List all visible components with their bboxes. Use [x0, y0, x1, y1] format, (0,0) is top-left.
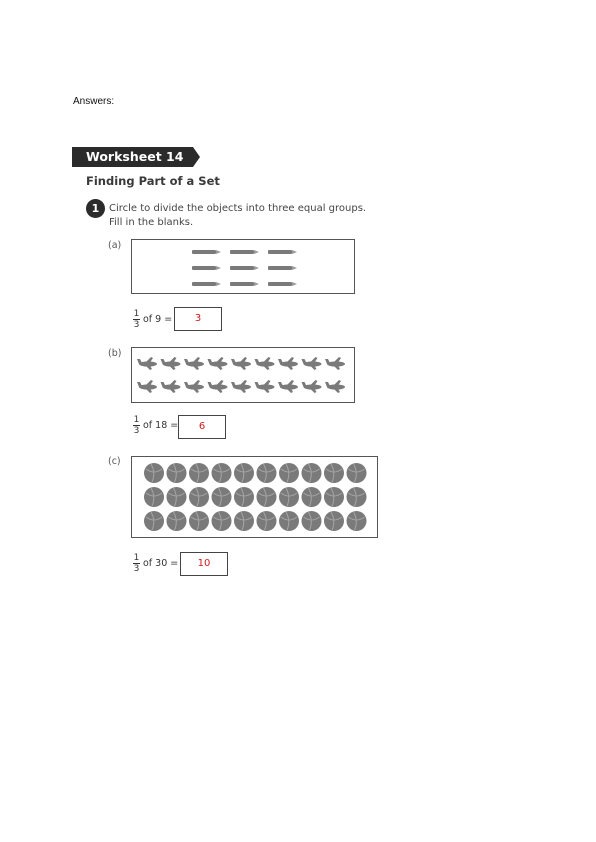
airplane-icon: [137, 380, 157, 393]
ball-icon: [189, 487, 209, 507]
airplane-icon: [302, 357, 322, 370]
airplane-icon: [255, 357, 275, 370]
ball-icon: [302, 487, 322, 507]
worksheet-title: Worksheet 14: [86, 149, 184, 164]
ball-icon: [347, 463, 367, 483]
part-c-equation-text: of 30 =: [143, 558, 179, 569]
part-a-objects-frame: [131, 239, 355, 294]
pencil-icon: [230, 250, 259, 254]
ball-icon: [279, 487, 299, 507]
airplane-group: [132, 348, 354, 402]
ball-icon: [212, 487, 232, 507]
part-b-equation: [133, 415, 178, 436]
ball-icon: [257, 511, 277, 531]
airplane-icon: [137, 357, 157, 370]
pencil-icon: [192, 266, 221, 270]
ball-icon: [234, 487, 254, 507]
pencil-icon: [230, 282, 259, 286]
ball-icon: [167, 487, 187, 507]
pencil-icon: [268, 282, 297, 286]
ball-icon: [347, 487, 367, 507]
pencil-icon: [268, 266, 297, 270]
fraction-numerator: 1: [133, 415, 140, 425]
airplane-icon: [255, 380, 275, 393]
airplane-icon: [161, 380, 181, 393]
part-a-label: (a): [108, 240, 122, 251]
ball-icon: [189, 511, 209, 531]
ball-icon: [144, 511, 164, 531]
airplane-icon: [208, 357, 228, 370]
ball-icon: [257, 487, 277, 507]
ball-icon: [212, 511, 232, 531]
pencil-icon: [192, 282, 221, 286]
ball-icon: [279, 511, 299, 531]
ball-icon: [144, 463, 164, 483]
pencil-group: [132, 240, 354, 293]
part-a-equation: [133, 309, 172, 330]
ball-icon: [212, 463, 232, 483]
ball-icon: [189, 463, 209, 483]
airplane-icon: [208, 380, 228, 393]
ball-icon: [234, 511, 254, 531]
airplane-icon: [231, 357, 251, 370]
ball-icon: [234, 463, 254, 483]
ball-icon: [257, 463, 277, 483]
airplane-icon: [325, 357, 345, 370]
airplane-icon: [184, 357, 204, 370]
ball-icon: [279, 463, 299, 483]
part-b-label: (b): [108, 348, 122, 359]
instruction-line-1: Circle to divide the objects into three equal groups.: [109, 203, 367, 214]
ball-icon: [167, 463, 187, 483]
ball-icon: [324, 487, 344, 507]
ball-icon: [347, 511, 367, 531]
worksheet-subtitle: Finding Part of a Set: [86, 174, 220, 188]
pencil-icon: [268, 250, 297, 254]
part-c-label: (c): [108, 456, 121, 467]
airplane-icon: [184, 380, 204, 393]
fraction-one-third: [133, 415, 140, 436]
part-c-equation: [133, 553, 178, 574]
fraction-numerator: 1: [133, 309, 140, 319]
part-a-answer-box[interactable]: 3: [174, 307, 222, 331]
fraction-one-third: [133, 553, 140, 574]
airplane-icon: [302, 380, 322, 393]
pencil-icon: [230, 266, 259, 270]
ball-icon: [324, 463, 344, 483]
fraction-one-third: [133, 309, 140, 330]
part-b-objects-frame: [131, 347, 355, 403]
ball-icon: [324, 511, 344, 531]
ball-icon: [144, 487, 164, 507]
airplane-icon: [161, 357, 181, 370]
airplane-icon: [278, 380, 298, 393]
part-c-answer-box[interactable]: 10: [180, 552, 228, 576]
question-number-badge: 1: [86, 199, 105, 218]
answers-label: Answers:: [73, 96, 115, 107]
ball-icon: [302, 463, 322, 483]
fraction-numerator: 1: [133, 553, 140, 563]
part-b-answer-box[interactable]: 6: [178, 415, 226, 439]
part-a-equation-text: of 9 =: [143, 314, 173, 325]
fraction-denominator: 3: [133, 564, 140, 574]
ball-icon: [302, 511, 322, 531]
ball-icon: [167, 511, 187, 531]
part-c-objects-frame: [131, 456, 378, 538]
fraction-denominator: 3: [133, 426, 140, 436]
airplane-icon: [231, 380, 251, 393]
pencil-icon: [192, 250, 221, 254]
part-b-equation-text: of 18 =: [143, 420, 179, 431]
ball-group: [132, 457, 377, 537]
airplane-icon: [325, 380, 345, 393]
fraction-denominator: 3: [133, 320, 140, 330]
airplane-icon: [278, 357, 298, 370]
instruction-line-2: Fill in the blanks.: [109, 217, 194, 228]
